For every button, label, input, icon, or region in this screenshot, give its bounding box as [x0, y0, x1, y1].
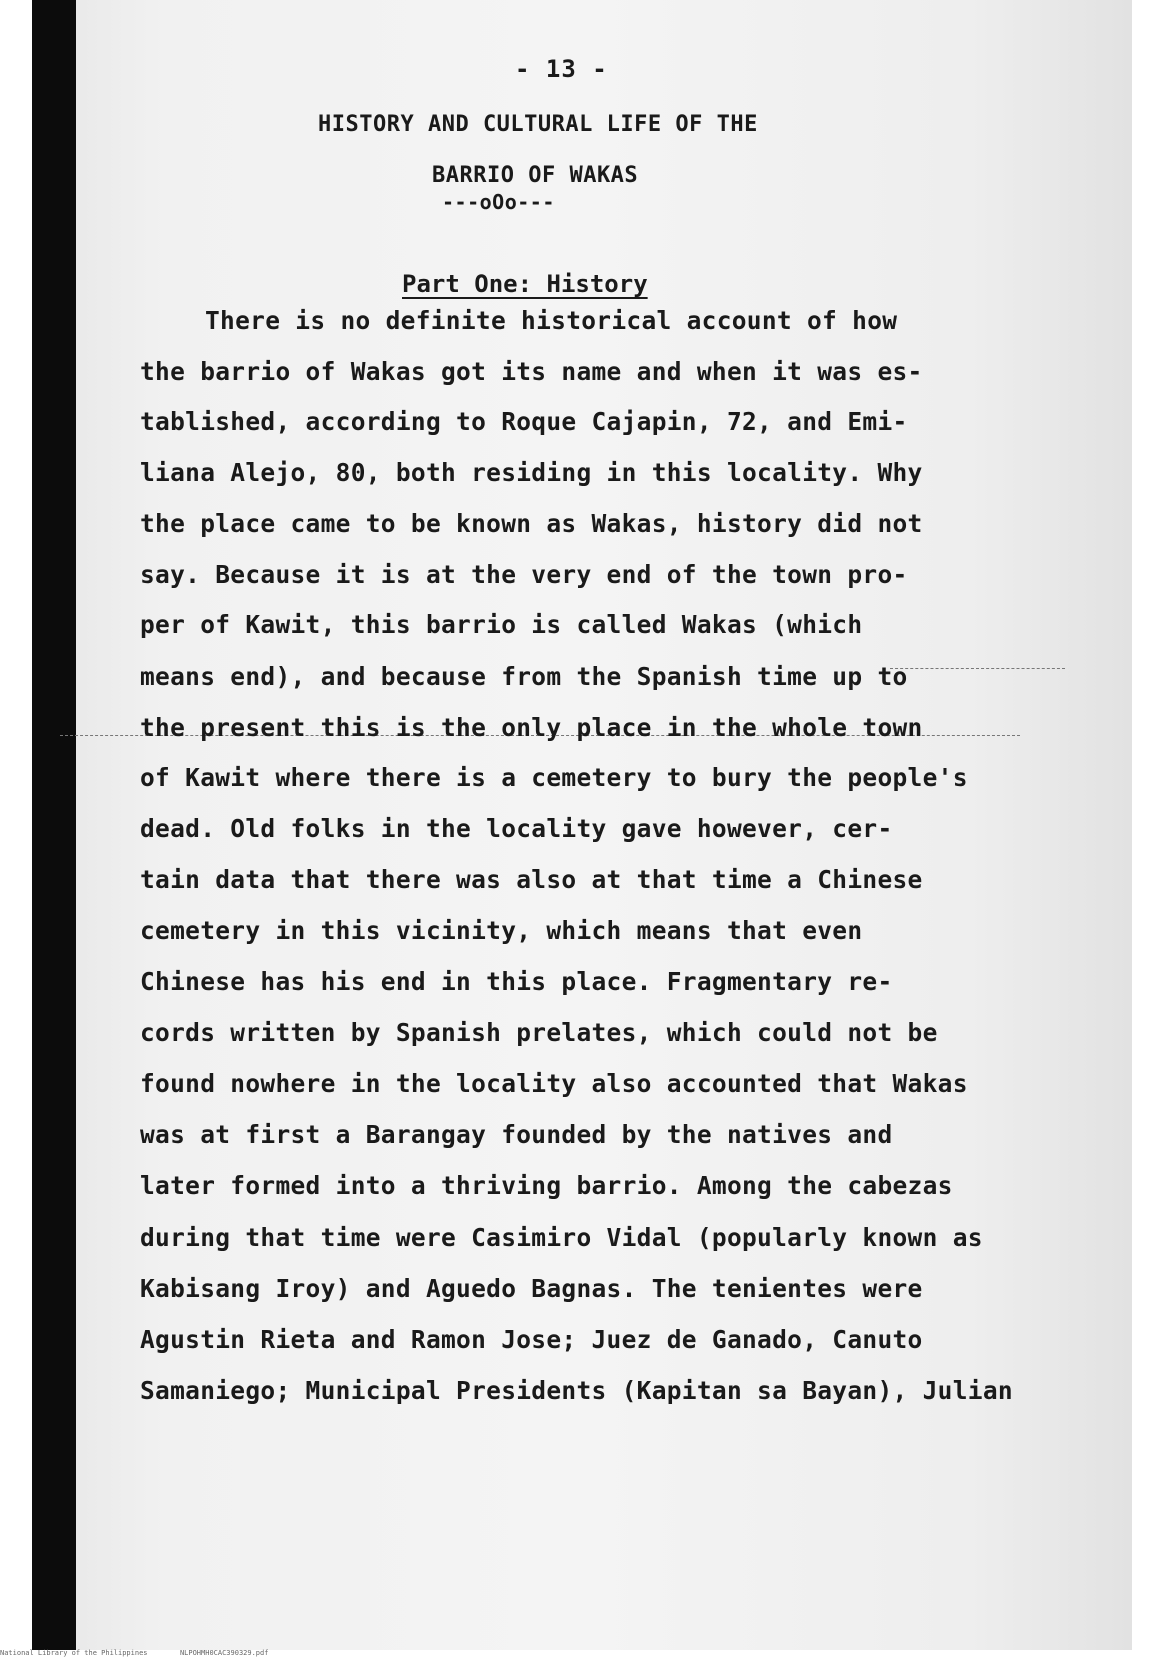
body-line: means end), and because from the Spanish time up to	[140, 662, 908, 691]
body-line: Samaniego; Municipal Presidents (Kapitan sa Bayan), Julian	[140, 1376, 1013, 1405]
body-line: Agustin Rieta and Ramon Jose; Juez de Ganado, Canuto	[140, 1325, 923, 1354]
body-line: found nowhere in the locality also accounted that Wakas	[140, 1069, 968, 1098]
body-line: liana Alejo, 80, both residing in this locality. Why	[140, 458, 923, 487]
scan-footer	[0, 1649, 268, 1657]
footer-source: National Library of the Philippines	[0, 1649, 148, 1657]
title-ornament: ---oOo---	[442, 190, 555, 214]
body-line: the present this is the only place in the whole town	[140, 713, 923, 742]
body-line: the barrio of Wakas got its name and when it was es-	[140, 357, 923, 386]
body-line: per of Kawit, this barrio is called Wakas (which	[140, 610, 863, 639]
body-line: of Kawit where there is a cemetery to bury the people's	[140, 763, 968, 792]
body-line: Chinese has his end in this place. Fragmentary re-	[140, 967, 893, 996]
body-line: later formed into a thriving barrio. Among the cabezas	[140, 1171, 953, 1200]
body-line: was at first a Barangay founded by the natives and	[140, 1120, 893, 1149]
body-line: dead. Old folks in the locality gave however, cer-	[140, 814, 893, 843]
body-line: say. Because it is at the very end of the town pro-	[140, 560, 908, 589]
scan-binding-shadow	[32, 0, 76, 1650]
document-title-line-1: HISTORY AND CULTURAL LIFE OF THE	[318, 112, 758, 137]
body-line: cemetery in this vicinity, which means that even	[140, 916, 863, 945]
body-line: There is no definite historical account of how	[205, 306, 898, 335]
body-line: the place came to be known as Wakas, history did not	[140, 509, 923, 538]
footer-file: NLPOHMH0CAC390329.pdf	[179, 1649, 269, 1657]
body-line: Kabisang Iroy) and Aguedo Bagnas. The tenientes were	[140, 1274, 923, 1303]
page-number: - 13 -	[515, 55, 608, 83]
page-margin	[1132, 0, 1165, 1650]
body-line: tain data that there was also at that time a Chinese	[140, 865, 923, 894]
body-line: during that time were Casimiro Vidal (popularly known as	[140, 1223, 983, 1252]
body-line: cords written by Spanish prelates, which could not be	[140, 1018, 938, 1047]
section-heading: Part One: History	[402, 270, 648, 298]
body-line: tablished, according to Roque Cajapin, 72, and Emi-	[140, 407, 908, 436]
scan-artifact-line	[890, 668, 1065, 669]
document-title-line-2: BARRIO OF WAKAS	[432, 163, 639, 188]
